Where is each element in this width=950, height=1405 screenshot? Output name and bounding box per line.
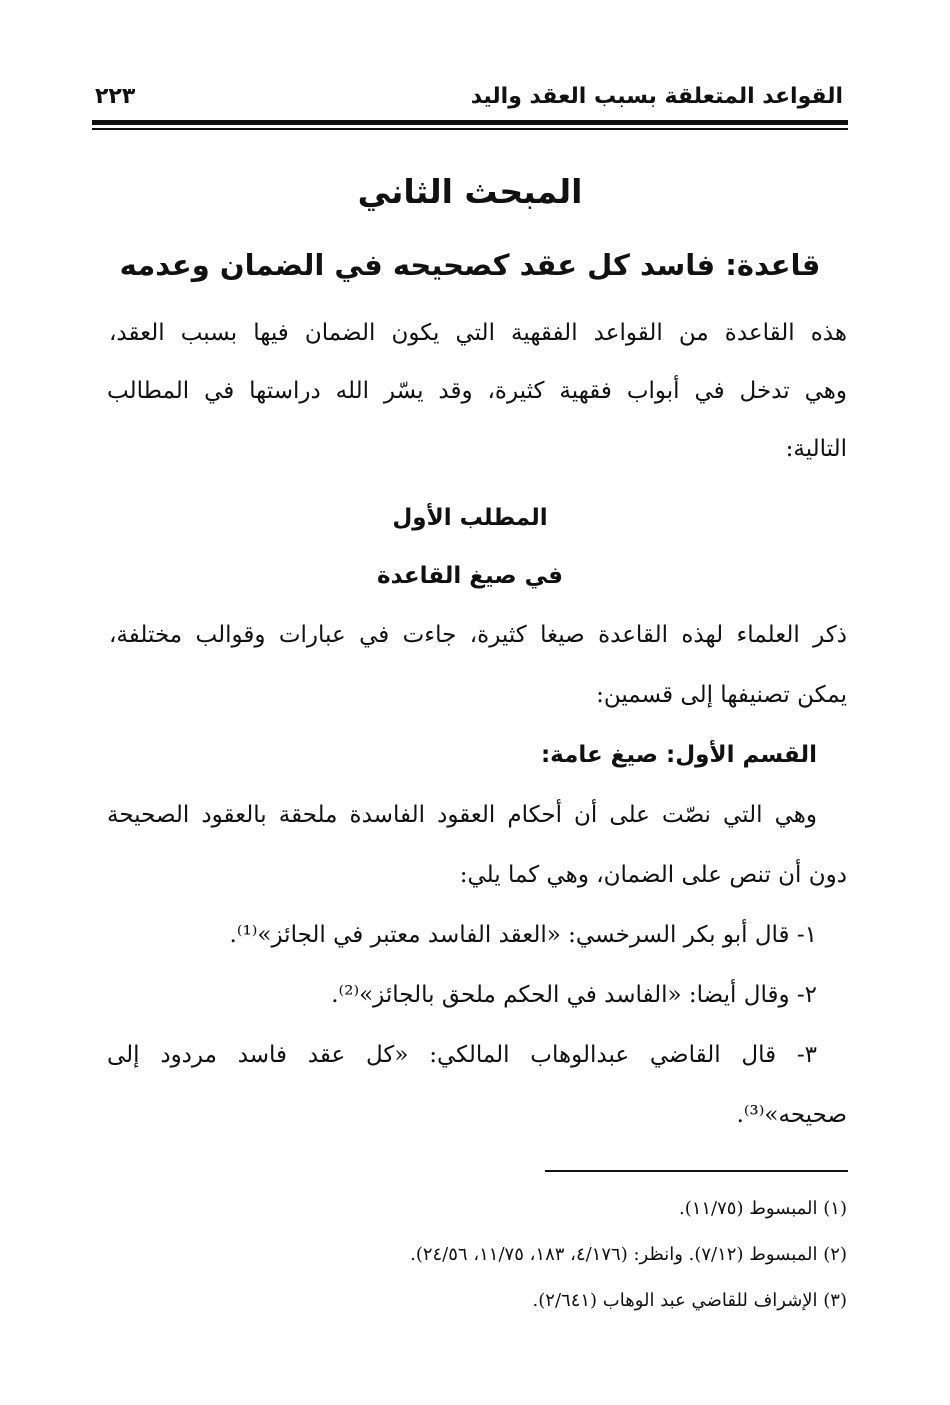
first-part-heading: القسم الأول: صيغ عامة:	[540, 742, 817, 768]
quote-item-1: ١- قال أبو بكر السرخسي: «العقد الفاسد معتبر في الجائز»⁽¹⁾.	[229, 922, 817, 948]
header-rule-thin	[92, 128, 848, 130]
section-heading: المبحث الثاني	[357, 172, 583, 211]
footnote-1: (١) المبسوط (١١/٧٥).	[678, 1198, 847, 1219]
quote-item-3-cont: صحيحه»⁽³⁾.	[736, 1102, 847, 1128]
page-number: ٢٢٣	[95, 84, 136, 109]
matlab-subheading: في صيغ القاعدة	[377, 563, 563, 589]
rule-title: قاعدة: فاسد كل عقد كصحيحه في الضمان وعدمه	[119, 248, 821, 282]
quote-item-3: ٣- قال القاضي عبدالوهاب المالكي: «كل عقد فاسد مردود إلى	[107, 1042, 817, 1068]
footnote-2: (٢) المبسوط (٧/١٢). وانظر: (٤/١٧٦، ١٨٣، ١١/٧٥، ٢٤/٥٦).	[410, 1244, 847, 1265]
para2-line-1: ذكر العلماء لهذه القاعدة صيغا كثيرة، جاءت في عبارات وقوالب مختلفة،	[109, 622, 847, 648]
matlab-heading: المطلب الأول	[392, 505, 548, 531]
para3-line-1: وهي التي نصّت على أن أحكام العقود الفاسدة ملحقة بالعقود الصحيحة	[107, 802, 817, 828]
intro-line-2: وهي تدخل في أبواب فقهية كثيرة، وقد يسّر الله دراستها في المطالب	[107, 378, 847, 404]
running-title: القواعد المتعلقة بسبب العقد واليد	[470, 84, 843, 109]
intro-line-1: هذه القاعدة من القواعد الفقهية التي يكون الضمان فيها بسبب العقد،	[109, 320, 847, 346]
page-header	[95, 78, 845, 118]
footnote-3: (٣) الإشراف للقاضي عبد الوهاب (٢/٦٤١).	[532, 1290, 847, 1311]
footnote-separator	[545, 1170, 848, 1172]
intro-line-3: التالية:	[785, 436, 847, 462]
para2-line-2: يمكن تصنيفها إلى قسمين:	[596, 682, 847, 708]
header-rule-thick	[92, 120, 848, 125]
quote-item-2: ٢- وقال أيضا: «الفاسد في الحكم ملحق بالجائز»⁽²⁾.	[331, 982, 817, 1008]
para3-line-2: دون أن تنص على الضمان، وهي كما يلي:	[459, 862, 847, 888]
